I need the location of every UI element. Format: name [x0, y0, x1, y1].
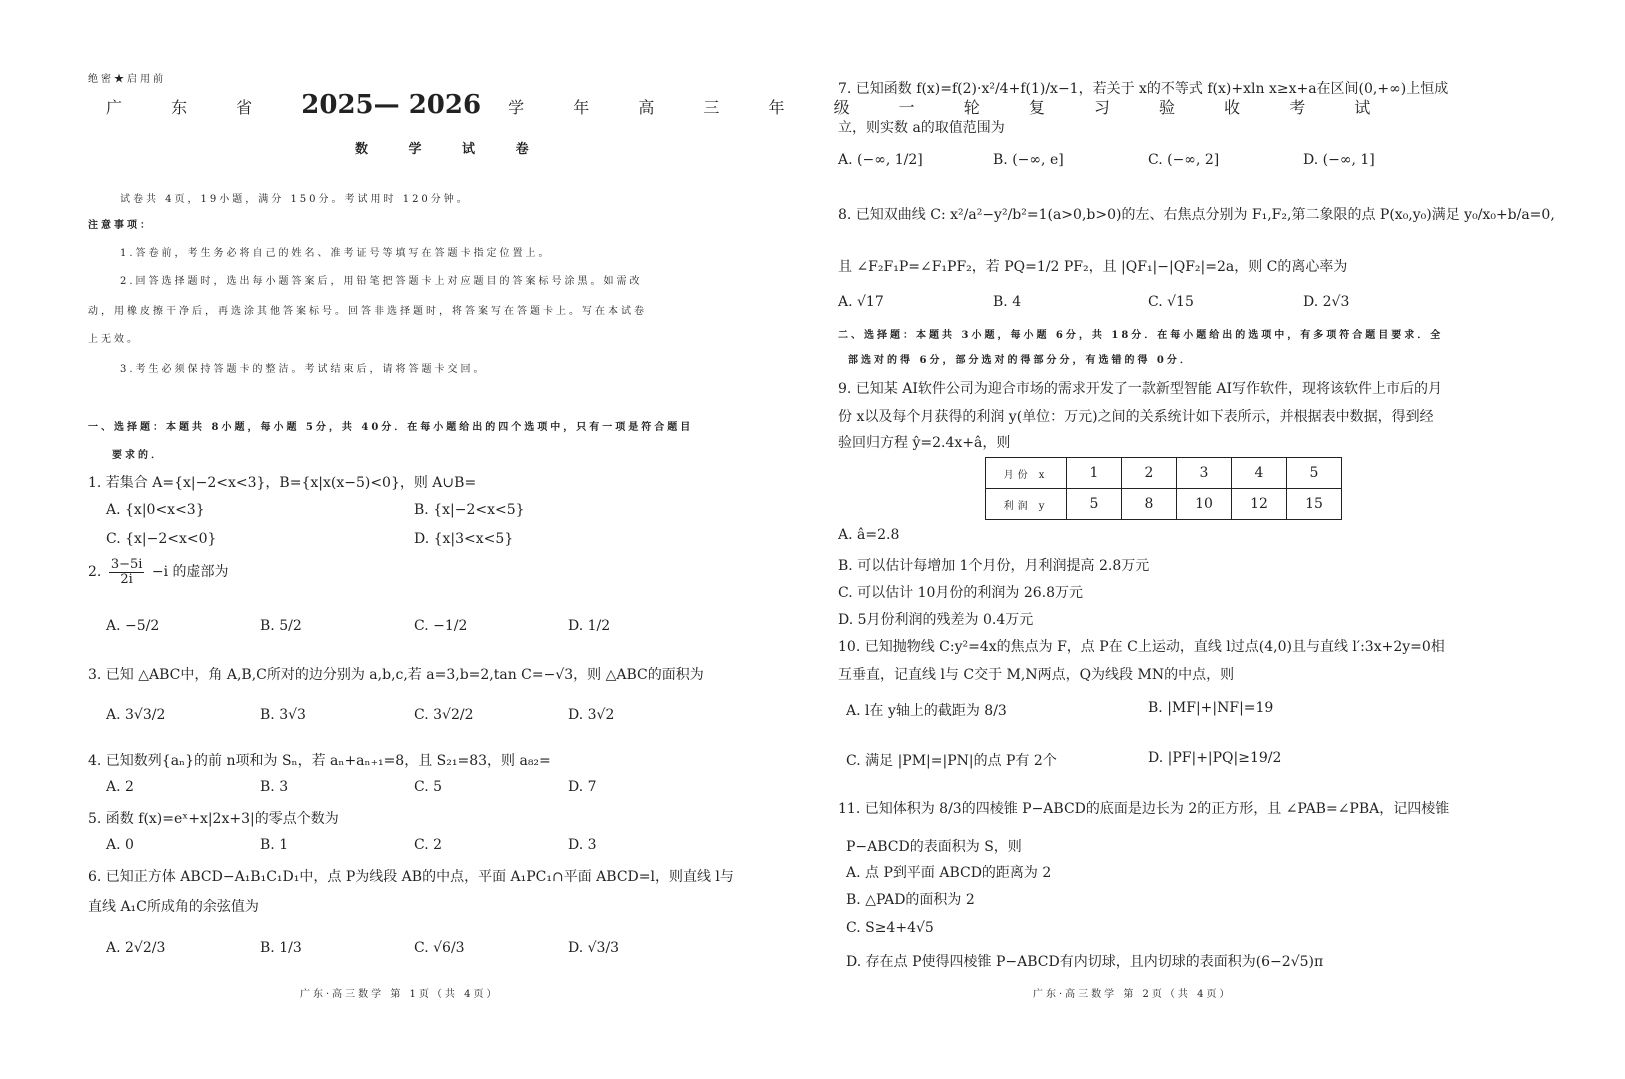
- q9-option-d: D. 5月份利润的残差为 0.4万元: [838, 612, 1034, 628]
- table-row: [986, 489, 1342, 520]
- question-7-line-2: 立，则实数 a的取值范围为: [838, 120, 1005, 136]
- title-years: 2025— 2026: [301, 90, 482, 120]
- question-11-line-2: P−ABCD的表面积为 S，则: [846, 839, 1022, 855]
- question-9-line-1: 9. 已知某 AI软件公司为迎合市场的需求开发了一款新型智能 AI写作软件，现将该软件上市后的月: [838, 381, 1442, 397]
- q6-option-a: A. 2√2/3: [106, 940, 166, 956]
- q3-option-d: D. 3√2: [568, 707, 615, 723]
- question-9-line-3: 验回归方程 ŷ=2.4x+â，则: [838, 435, 1011, 451]
- q5-option-a: A. 0: [106, 837, 134, 853]
- q10-option-a: A. l在 y轴上的截距为 8/3: [846, 703, 1007, 719]
- q6-option-c: C. √6/3: [414, 940, 465, 956]
- q2-rest: −i 的虚部为: [151, 564, 229, 581]
- q10-option-d: D. |PF|+|PQ|≥19/2: [1148, 750, 1282, 766]
- q2-option-a: A. −5/2: [106, 618, 160, 634]
- q11-option-b: B. △PAD的面积为 2: [846, 892, 975, 908]
- note-2-line-1: 2.回答选择题时，选出每小题答案后，用铅笔把答题卡上对应题目的答案标号涂黑。如需改: [120, 276, 643, 287]
- q6-option-b: B. 1/3: [260, 940, 302, 956]
- q8-option-d: D. 2√3: [1303, 294, 1350, 310]
- table-cell: 12: [1232, 489, 1287, 520]
- q1-option-d: D. {x|3<x<5}: [414, 531, 514, 547]
- q7-option-c: C. (−∞, 2]: [1148, 152, 1220, 168]
- q1-option-c: C. {x|−2<x<0}: [106, 531, 217, 547]
- table-cell: 10: [1177, 489, 1232, 520]
- q2-option-b: B. 5/2: [260, 618, 302, 634]
- question-6-line-2: 直线 A₁C所成角的余弦值为: [88, 899, 259, 915]
- page-footer-right: 广东·高三数学 第 2页（共 4页）: [1033, 989, 1233, 1000]
- title-suffix: 学 年 高 三 年 级 一 轮 复 习 验 收 考 试: [508, 98, 1393, 117]
- q1-option-b: B. {x|−2<x<5}: [414, 502, 525, 518]
- section-1-line-1: 一、选择题：本题共 8小题，每小题 5分，共 40分．在每小题给出的四个选项中，只有一项是符合题目: [88, 422, 694, 433]
- table-header-profit: 利润 y: [986, 489, 1067, 520]
- question-10-line-2: 互垂直，记直线 l与 C交于 M,N两点，Q为线段 MN的中点，则: [838, 667, 1235, 683]
- q11-option-a: A. 点 P到平面 ABCD的距离为 2: [846, 865, 1052, 881]
- q9-option-c: C. 可以估计 10月份的利润为 26.8万元: [838, 585, 1083, 601]
- title-prefix: 广 东 省: [106, 98, 275, 117]
- note-3: 3.考生必须保持答题卡的整洁。考试结束后，请将答题卡交回。: [120, 364, 487, 375]
- q4-option-a: A. 2: [106, 779, 134, 795]
- question-7-line-1: 7. 已知函数 f(x)=f(2)·x²/4+f(1)/x−1，若关于 x的不等式 f(x)+xln x≥x+a在区间(0,+∞)上恒成: [838, 81, 1449, 97]
- q11-option-c: C. S≥4+4√5: [846, 920, 934, 936]
- table-cell: 1: [1067, 458, 1122, 489]
- question-1: 1. 若集合 A={x|−2<x<3}，B={x|x(x−5)<0}，则 A∪B=: [88, 475, 477, 491]
- notes-heading: 注意事项：: [88, 220, 153, 231]
- q3-option-c: C. 3√2/2: [414, 707, 474, 723]
- q2-number: 2.: [88, 564, 102, 581]
- q2-fraction: [109, 558, 145, 586]
- q4-option-c: C. 5: [414, 779, 443, 795]
- section-2-line-1: 二、选择题：本题共 3小题，每小题 6分，共 18分．在每小题给出的选项中，有多项符合题目要求．全: [838, 330, 1444, 341]
- note-1: 1.答卷前，考生务必将自己的姓名、准考证号等填写在答题卡指定位置上。: [120, 248, 552, 259]
- q9-option-b: B. 可以估计每增加 1个月份，月利润提高 2.8万元: [838, 558, 1150, 574]
- question-3: 3. 已知 △ABC中，角 A,B,C所对的边分别为 a,b,c,若 a=3,b=2,tan C=−√3，则 △ABC的面积为: [88, 667, 704, 683]
- q5-option-c: C. 2: [414, 837, 443, 853]
- question-6-line-1: 6. 已知正方体 ABCD−A₁B₁C₁D₁中，点 P为线段 AB的中点，平面 A₁PC₁∩平面 ABCD=l，则直线 l与: [88, 869, 734, 885]
- question-11-line-1: 11. 已知体积为 8/3的四棱锥 P−ABCD的底面是边长为 2的正方形，且 ∠PAB=∠PBA，记四棱锥: [838, 801, 1450, 817]
- question-2: [88, 558, 229, 586]
- q5-option-d: D. 3: [568, 837, 597, 853]
- q9-option-a: A. â=2.8: [838, 527, 900, 543]
- question-9-line-2: 份 x以及每个月获得的利润 y(单位：万元)之间的关系统计如下表所示，并根据表中数据，得到经: [838, 409, 1434, 425]
- q1-option-a: A. {x|0<x<3}: [106, 502, 205, 518]
- question-10-line-1: 10. 已知抛物线 C:y²=4x的焦点为 F，点 P在 C上运动，直线 l过点(4,0)且与直线 l′:3x+2y=0相: [838, 639, 1445, 655]
- q11-option-d: D. 存在点 P使得四棱锥 P−ABCD有内切球，且内切球的表面积为(6−2√5)π: [846, 954, 1324, 970]
- question-8-line-1: 8. 已知双曲线 C: x²/a²−y²/b²=1(a>0,b>0)的左、右焦点分别为 F₁,F₂,第二象限的点 P(x₀,y₀)满足 y₀/x₀+b/a=0,: [838, 207, 1555, 223]
- table-cell: 5: [1067, 489, 1122, 520]
- section-1-line-2: 要求的．: [112, 450, 164, 461]
- question-5: 5. 函数 f(x)=eˣ+x|2x+3|的零点个数为: [88, 811, 339, 827]
- note-2-line-2: 动，用橡皮擦干净后，再选涂其他答案标号。回答非选择题时，将答案写在答题卡上。写在本试卷: [88, 306, 647, 317]
- exam-intro: 试卷共 4页，19小题，满分 150分。考试用时 120分钟。: [120, 194, 470, 205]
- table-cell: 5: [1287, 458, 1342, 489]
- table-cell: 4: [1232, 458, 1287, 489]
- q8-option-b: B. 4: [993, 294, 1022, 310]
- q7-option-d: D. (−∞, 1]: [1303, 152, 1375, 168]
- table-cell: 8: [1122, 489, 1177, 520]
- q10-option-c: C. 满足 |PM|=|PN|的点 P有 2个: [846, 753, 1057, 769]
- q6-option-d: D. √3/3: [568, 940, 620, 956]
- q2-option-d: D. 1/2: [568, 618, 611, 634]
- q3-option-b: B. 3√3: [260, 707, 306, 723]
- q4-option-d: D. 7: [568, 779, 597, 795]
- q2-numerator: 3−5i: [110, 557, 143, 572]
- table-cell: 15: [1287, 489, 1342, 520]
- page-footer-left: 广东·高三数学 第 1页（共 4页）: [300, 989, 500, 1000]
- confidential-label: 绝密★启用前: [88, 74, 166, 85]
- q4-option-b: B. 3: [260, 779, 289, 795]
- question-4: 4. 已知数列{aₙ}的前 n项和为 Sₙ，若 aₙ+aₙ₊₁=8，且 S₂₁=83，则 a₈₂=: [88, 753, 551, 769]
- q5-option-b: B. 1: [260, 837, 289, 853]
- q3-option-a: A. 3√3/2: [106, 707, 166, 723]
- q2-denominator: 2i: [120, 571, 133, 587]
- q8-option-c: C. √15: [1148, 294, 1194, 310]
- q7-option-a: A. (−∞, 1/2]: [838, 152, 923, 168]
- q10-option-b: B. |MF|+|NF|=19: [1148, 700, 1274, 716]
- q2-option-c: C. −1/2: [414, 618, 468, 634]
- subject-title: 数 学 试 卷: [355, 142, 547, 157]
- note-2-line-3: 上无效。: [88, 334, 140, 345]
- table-cell: 3: [1177, 458, 1232, 489]
- data-table: [985, 457, 1342, 520]
- table-cell: 2: [1122, 458, 1177, 489]
- q8-option-a: A. √17: [838, 294, 884, 310]
- q7-option-b: B. (−∞, e]: [993, 152, 1064, 168]
- question-8-line-2: 且 ∠F₂F₁P=∠F₁PF₂，若 PQ=1/2 PF₂，且 |QF₁|−|QF₂|=2a，则 C的离心率为: [838, 259, 1348, 275]
- table-header-month: 月份 x: [986, 458, 1067, 489]
- table-row: [986, 458, 1342, 489]
- section-2-line-2: 部选对的得 6分，部分选对的得部分分，有选错的得 0分．: [848, 355, 1193, 366]
